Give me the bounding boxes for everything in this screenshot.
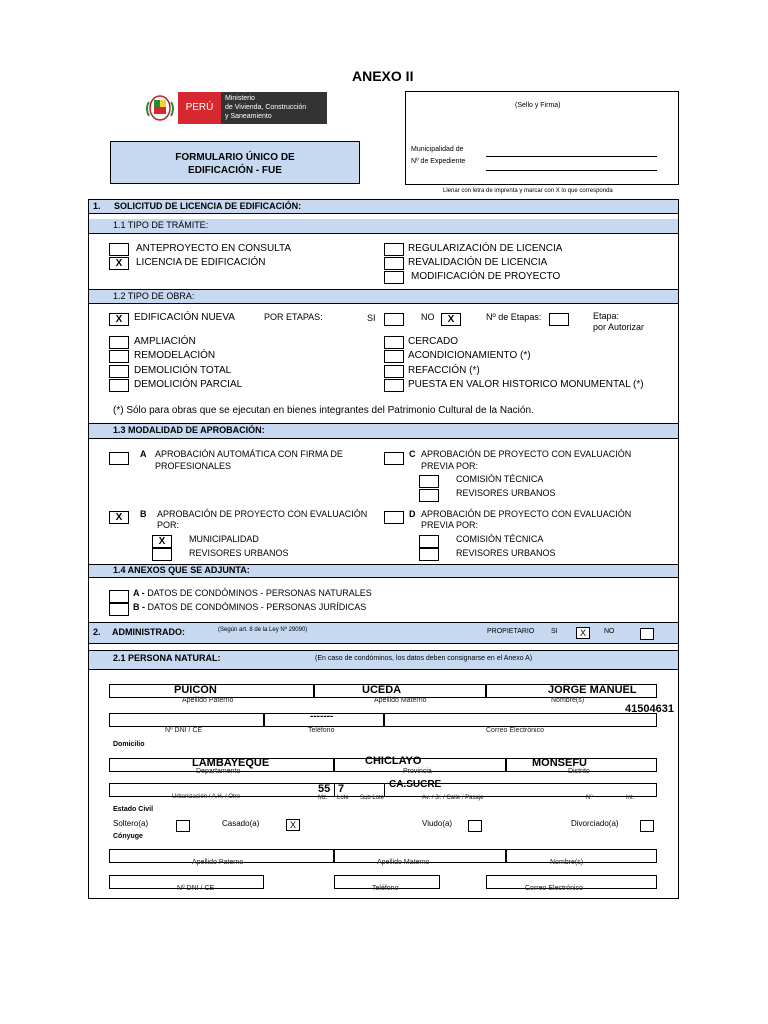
modalidad-a-text: APROBACIÓN AUTOMÁTICA CON FIRMA DE <box>155 449 343 459</box>
expediente-line[interactable] <box>486 170 657 171</box>
dni-field[interactable] <box>109 713 264 727</box>
option-cercado: CERCADO <box>408 336 459 347</box>
ministry-logo <box>145 92 327 124</box>
option-puesta-en-valor: PUESTA EN VALOR HISTORICO MONUMENTAL (*) <box>408 379 644 390</box>
viudo-label: Viudo(a) <box>422 819 453 828</box>
checkbox-acondicionamiento[interactable] <box>384 350 404 363</box>
c-comision-label: COMISIÓN TÉCNICA <box>456 474 544 484</box>
checkbox-anexo-b[interactable] <box>109 603 129 616</box>
checkbox-c-revisores[interactable] <box>419 489 439 502</box>
distrito-value: MONSEFU <box>532 757 587 769</box>
modalidad-c-text-2: PREVIA POR: <box>421 461 479 471</box>
provincia-value: CHICLAYO <box>365 755 422 767</box>
checkbox-d-comision[interactable] <box>419 535 439 548</box>
conyuge-telefono-label: Teléfono <box>372 885 399 892</box>
checkbox-regularizacion[interactable] <box>384 243 404 256</box>
option-remodelacion: REMODELACIÓN <box>134 350 216 361</box>
interior-label: Int. <box>626 795 635 801</box>
modalidad-c-letter: C <box>409 449 416 459</box>
checkbox-edificacion-nueva[interactable]: X <box>109 313 129 326</box>
checkbox-anexo-a[interactable] <box>109 590 129 603</box>
checkbox-modalidad-a[interactable] <box>109 452 129 465</box>
estado-civil-label: Estado Civil <box>113 806 154 813</box>
telefono-label: Teléfono <box>308 727 335 734</box>
patrimonio-note: (*) Sólo para obras que se ejecutan en bienes integrantes del Patrimonio Cultural de la Nación. <box>113 405 534 416</box>
b-municipalidad-label: MUNICIPALIDAD <box>189 534 259 544</box>
conyuge-correo-label: Correo Electrónico <box>525 885 583 892</box>
checkbox-demolicion-parcial[interactable] <box>109 379 129 392</box>
apellido-paterno-value: PUICON <box>174 684 217 696</box>
provincia-label: Provincia <box>403 768 432 775</box>
divorciado-label: Divorciado(a) <box>571 819 619 828</box>
checkbox-modificacion[interactable] <box>384 271 404 284</box>
calle-value: CA.SUCRE <box>389 779 442 790</box>
domicilio-label: Domicilio <box>113 741 145 748</box>
modalidad-d-text: APROBACIÓN DE PROYECTO CON EVALUACIÓN <box>421 509 632 519</box>
municipalidad-line[interactable] <box>486 156 657 157</box>
checkbox-licencia[interactable]: X <box>109 257 129 270</box>
checkbox-remodelacion[interactable] <box>109 350 129 363</box>
nombres-label: Nombre(s) <box>551 697 585 704</box>
distrito-label: Distrito <box>568 768 590 775</box>
sublote-label: Sub Lote <box>360 795 385 801</box>
lote-value: 7 <box>338 783 345 795</box>
logo-ministry: Ministerio de Vivienda, Construcción y Saneamiento <box>221 92 327 124</box>
checkbox-propietario-si[interactable]: X <box>576 627 590 639</box>
option-modificacion: MODIFICACIÓN DE PROYECTO <box>411 271 561 282</box>
n-etapas-label: Nº de Etapas: <box>486 312 542 322</box>
tipo-obra-header: 1.2 TIPO DE OBRA: <box>88 289 679 304</box>
conyuge-label: Cónyuge <box>113 833 143 840</box>
option-demolicion-parcial: DEMOLICIÓN PARCIAL <box>134 379 243 390</box>
d-revisores-label: REVISORES URBANOS <box>456 548 556 558</box>
b-revisores-label: REVISORES URBANOS <box>189 548 289 558</box>
etapa-label: Etapa: <box>593 311 620 321</box>
c-revisores-label: REVISORES URBANOS <box>456 488 556 498</box>
instruction-text: Llenar con letra de imprenta y marcar con X lo que corresponda <box>443 188 613 194</box>
modalidad-d-text-2: PREVIA POR: <box>421 520 479 530</box>
telefono-value: ------- <box>310 711 334 722</box>
si-label: SI <box>367 313 376 323</box>
d-comision-label: COMISIÓN TÉCNICA <box>456 534 544 544</box>
coat-of-arms-icon <box>145 92 175 124</box>
avenida-label: Av. / Jr. / Calle / Pasaje <box>422 795 484 801</box>
section1-header: 1. SOLICITUD DE LICENCIA DE EDIFICACIÓN: <box>88 199 679 214</box>
numero-label: Nº <box>586 795 593 801</box>
mz-value: 55 <box>318 783 331 795</box>
direccion-divider-1 <box>334 783 335 797</box>
option-regularizacion: REGULARIZACIÓN DE LICENCIA <box>408 243 563 254</box>
mz-label: Mz. <box>318 795 328 801</box>
checkbox-modalidad-b[interactable]: X <box>109 511 129 524</box>
option-ampliacion: AMPLIACIÓN <box>134 336 196 347</box>
checkbox-c-comision[interactable] <box>419 475 439 488</box>
urbanizacion-label: Urbanización / A.H. / Otro <box>172 794 241 800</box>
expediente-label: Nº de Expediente <box>411 158 466 165</box>
checkbox-modalidad-c[interactable] <box>384 452 404 465</box>
checkbox-anteproyecto[interactable] <box>109 243 129 256</box>
modalidad-b-text: APROBACIÓN DE PROYECTO CON EVALUACIÓN <box>157 509 368 519</box>
form-title: FORMULARIO ÚNICO DE EDIFICACIÓN - FUE <box>110 141 360 184</box>
modalidad-b-text-2: POR: <box>157 520 180 530</box>
conyuge-dni-label: Nº DNI / CE <box>177 885 215 892</box>
page-title: ANEXO II <box>352 68 414 84</box>
checkbox-propietario-no[interactable] <box>640 628 654 640</box>
option-acondicionamiento: ACONDICIONAMIENTO (*) <box>408 350 531 361</box>
modalidad-b-letter: B <box>140 509 147 519</box>
checkbox-divorciado[interactable] <box>640 820 654 832</box>
apellido-paterno-label: Apellido Paterno <box>182 697 234 704</box>
checkbox-etapas-si[interactable] <box>384 313 404 326</box>
option-revalidacion: REVALIDACIÓN DE LICENCIA <box>408 257 548 268</box>
option-edificacion-nueva: EDIFICACIÓN NUEVA <box>134 312 235 323</box>
no-label: NO <box>421 312 435 322</box>
checkbox-b-municipalidad[interactable]: X <box>152 535 172 548</box>
municipalidad-label: Municipalidad de <box>411 146 464 153</box>
conyuge-apellido-materno-label: Apellido Materno <box>377 859 430 866</box>
correo-label: Correo Electrónico <box>486 727 544 734</box>
casado-label: Casado(a) <box>222 819 260 828</box>
conyuge-nombres-label: Nombre(s) <box>550 859 584 866</box>
modalidad-d-letter: D <box>409 509 416 519</box>
checkbox-modalidad-d[interactable] <box>384 511 404 524</box>
lote-label: Lote <box>337 795 349 801</box>
stamp-label: (Sello y Firma) <box>515 102 561 109</box>
apellido-materno-label: Apellido Materno <box>374 697 427 704</box>
nombres-value: JORGE MANUEL <box>548 684 637 696</box>
por-etapas-label: POR ETAPAS: <box>264 312 323 322</box>
persona-natural-header: 2.1 PERSONA NATURAL: (En caso de condóminos, los datos deben consignarse en el Anexo A) <box>88 650 679 670</box>
etapa-autorizar-label: por Autorizar <box>593 322 645 332</box>
anexo-b-text: B - DATOS DE CONDÓMINOS - PERSONAS JURÍDICAS <box>133 602 367 612</box>
checkbox-refaccion[interactable] <box>384 365 404 378</box>
modalidad-a-letter: A <box>140 449 147 459</box>
modalidad-a-text-2: PROFESIONALES <box>155 461 232 471</box>
option-anteproyecto: ANTEPROYECTO EN CONSULTA <box>136 243 292 254</box>
checkbox-cercado[interactable] <box>384 336 404 349</box>
checkbox-soltero[interactable] <box>176 820 190 832</box>
departamento-value: LAMBAYEQUE <box>192 757 270 769</box>
apellido-materno-value: UCEDA <box>362 684 402 696</box>
dni-label: Nº DNI / CE <box>165 727 203 734</box>
option-demolicion-total: DEMOLICIÓN TOTAL <box>134 365 232 376</box>
checkbox-etapas-no[interactable]: X <box>441 313 461 326</box>
direccion-divider-2 <box>384 783 385 797</box>
checkbox-viudo[interactable] <box>468 820 482 832</box>
checkbox-demolicion-total[interactable] <box>109 365 129 378</box>
checkbox-ampliacion[interactable] <box>109 336 129 349</box>
option-licencia: LICENCIA DE EDIFICACIÓN <box>136 257 266 268</box>
checkbox-casado[interactable]: X <box>286 819 300 831</box>
logo-peru: PERÚ <box>178 92 221 124</box>
checkbox-puesta-en-valor[interactable] <box>384 379 404 392</box>
checkbox-d-revisores[interactable] <box>419 548 439 561</box>
administrado-header: 2. ADMINISTRADO: (Según art. 8 de la Ley Nº 29090) PROPIETARIO SI NO <box>88 622 679 644</box>
departamento-label: Departamento <box>196 768 241 775</box>
tipo-tramite-header: 1.1 TIPO DE TRÁMITE: <box>88 219 679 234</box>
n-etapas-field[interactable] <box>549 313 569 326</box>
conyuge-apellido-paterno-label: Apellido Paterno <box>192 859 244 866</box>
checkbox-revalidacion[interactable] <box>384 257 404 270</box>
correo-field[interactable] <box>384 713 657 727</box>
anexo-a-text: A - DATOS DE CONDÓMINOS - PERSONAS NATURALES <box>133 588 372 598</box>
anexos-header: 1.4 ANEXOS QUE SE ADJUNTA: <box>88 564 679 578</box>
option-refaccion: REFACCIÓN (*) <box>408 365 480 376</box>
checkbox-b-revisores[interactable] <box>152 548 172 561</box>
soltero-label: Soltero(a) <box>113 819 149 828</box>
modalidad-header: 1.3 MODALIDAD DE APROBACIÓN: <box>88 423 679 439</box>
dni-value: 41504631 <box>625 703 674 715</box>
modalidad-c-text: APROBACIÓN DE PROYECTO CON EVALUACIÓN <box>421 449 632 459</box>
